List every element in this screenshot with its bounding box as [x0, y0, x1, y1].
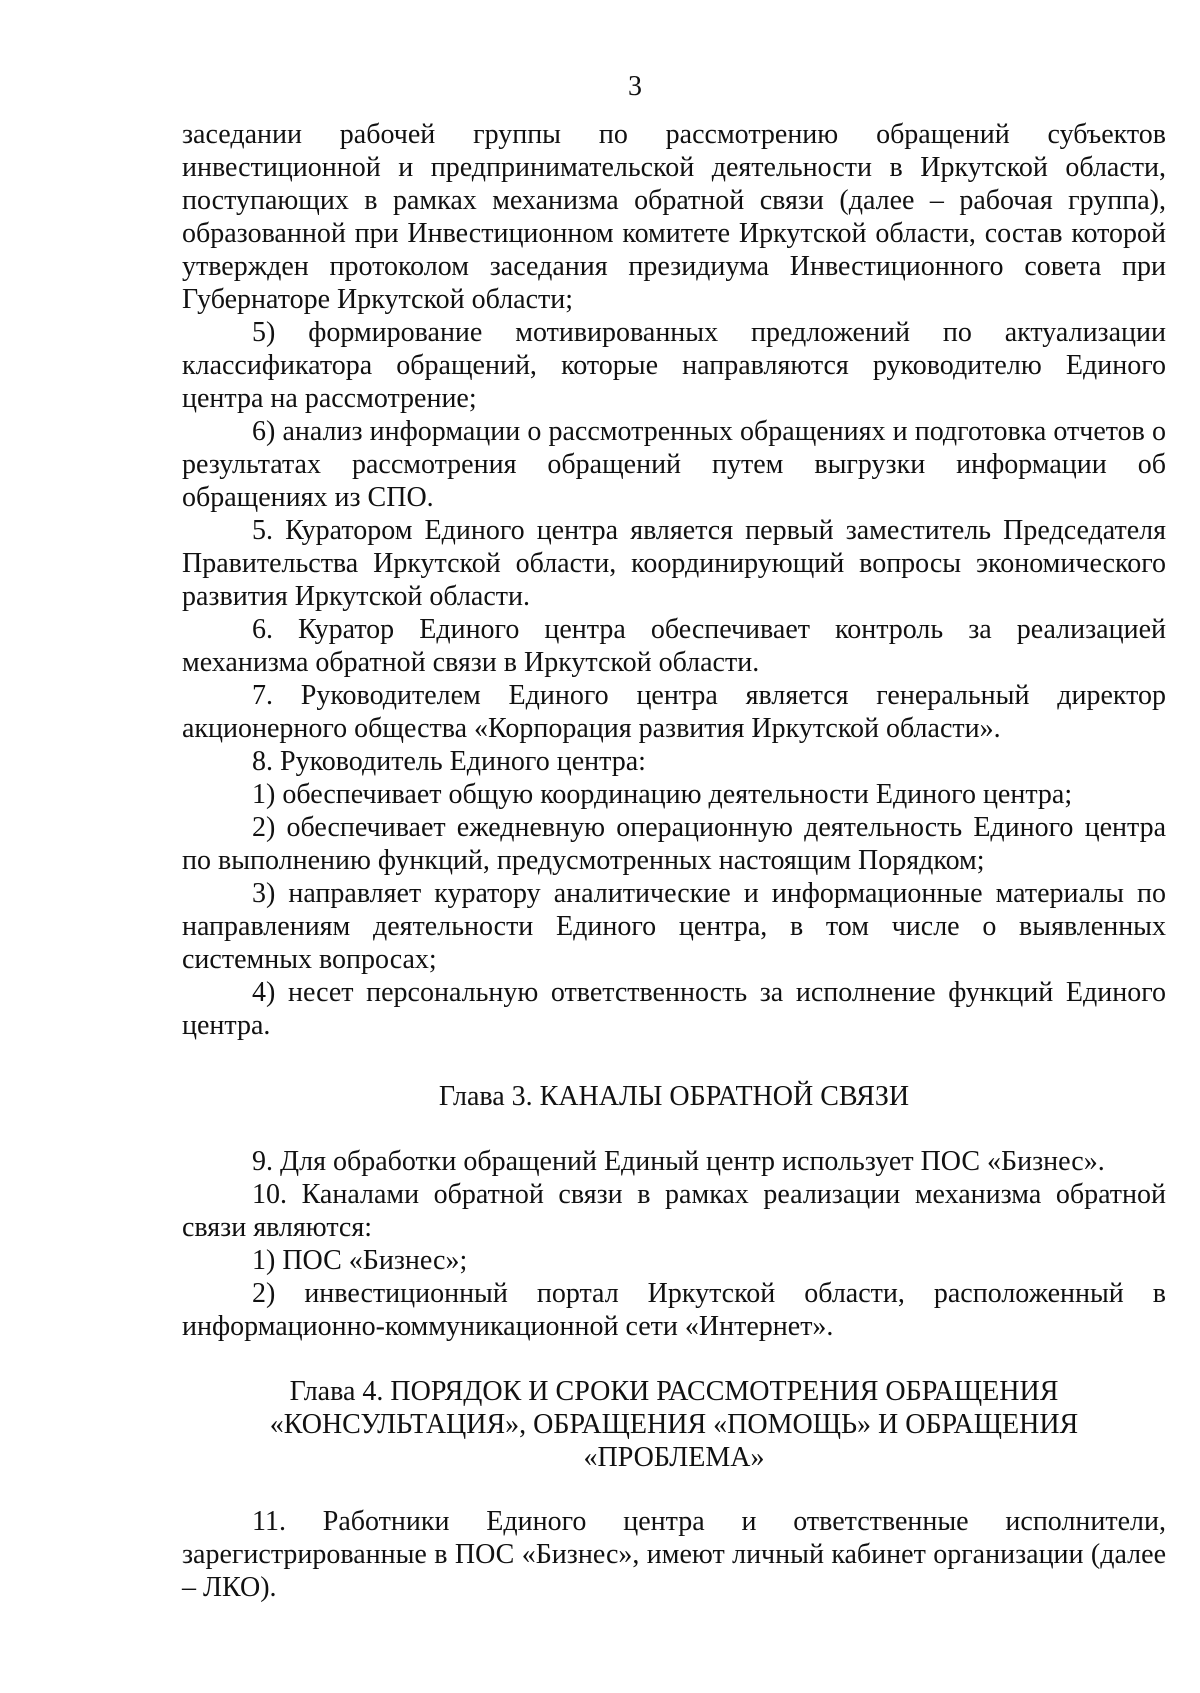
paragraph: 11. Работники Единого центра и ответственные исполнители, зарегистрированные в ПОС «Бизнес», имеют личный кабинет организации (далее – ЛКО). [182, 1506, 1166, 1603]
paragraph: 2) обеспечивает ежедневную операционную деятельность Единого центра по выполнению функций, предусмотренных настоящим Порядком; [182, 812, 1166, 876]
paragraph: 1) обеспечивает общую координацию деятельности Единого центра; [252, 779, 1073, 810]
paragraph: 6. Куратор Единого центра обеспечивает контроль за реализацией механизма обратной связи в Иркутской области. [182, 614, 1166, 678]
paragraph: 1) ПОС «Бизнес»; [252, 1245, 468, 1276]
paragraph: 7. Руководителем Единого центра является генеральный директор акционерного общества «Корпорация развития Иркутской области». [182, 680, 1166, 744]
chapter-4-title-line: «КОНСУЛЬТАЦИЯ», ОБРАЩЕНИЯ «ПОМОЩЬ» И ОБРАЩЕНИЯ [269, 1409, 1079, 1440]
paragraph: 4) несет персональную ответственность за исполнение функций Единого центра. [182, 977, 1166, 1041]
chapter-4-title-line: «ПРОБЛЕМА» [583, 1442, 765, 1473]
section-2-body [182, 1145, 1166, 1343]
section-1-body [182, 118, 1166, 1042]
section-3-body [182, 1505, 1166, 1604]
chapter-3-title: Глава 3. КАНАЛЫ ОБРАТНОЙ СВЯЗИ [438, 1081, 910, 1112]
paragraph: 5) формирование мотивированных предложений по актуализации классификатора обращений, которые направляются руководителю Единого центра на рассмотрение; [182, 317, 1166, 414]
chapter-4-title-line: Глава 4. ПОРЯДОК И СРОКИ РАССМОТРЕНИЯ ОБРАЩЕНИЯ [289, 1376, 1059, 1407]
paragraph: заседании рабочей группы по рассмотрению обращений субъектов инвестиционной и предпринимательской деятельности в Иркутской области, поступающих в рамках механизма обратной связи (далее – рабочая группа), образованной при Инвестиционном комитете Иркутской области, состав которой утвержден протоколом заседания президиума Инвестиционного совета при Губернаторе Иркутской области; [182, 119, 1166, 315]
paragraph: 6) анализ информации о рассмотренных обращениях и подготовка отчетов о результатах рассмотрения обращений путем выгрузки информации об обращениях из СПО. [182, 416, 1166, 513]
chapter-4-title [182, 1375, 1166, 1474]
paragraph: 10. Каналами обратной связи в рамках реализации механизма обратной связи являются: [182, 1179, 1166, 1243]
page-number: 3 [628, 71, 642, 102]
paragraph: 9. Для обработки обращений Единый центр использует ПОС «Бизнес». [252, 1146, 1105, 1177]
paragraph: 8. Руководитель Единого центра: [252, 746, 646, 777]
paragraph: 5. Куратором Единого центра является первый заместитель Председателя Правительства Иркутской области, координирующий вопросы экономического развития Иркутской области. [182, 515, 1166, 612]
paragraph: 2) инвестиционный портал Иркутской области, расположенный в информационно-коммуникационной сети «Интернет». [182, 1278, 1166, 1342]
paragraph: 3) направляет куратору аналитические и информационные материалы по направлениям деятельности Единого центра, в том числе о выявленных системных вопросах; [182, 878, 1166, 975]
